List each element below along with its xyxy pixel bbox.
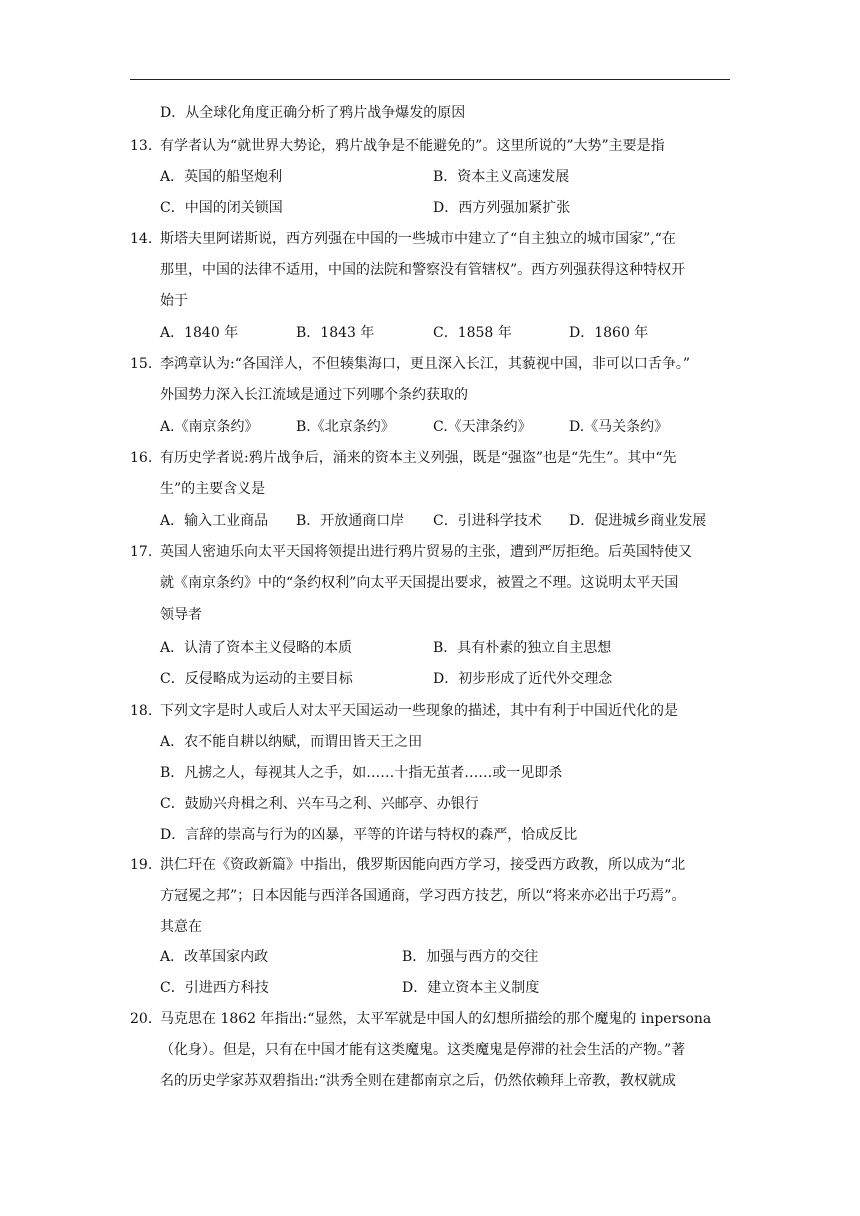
- q18-option-d: D．言辞的崇高与行为的凶暴，平等的许诺与特权的森严，恰成反比: [160, 827, 578, 843]
- q20-stem-line-1: 马克思在 1862 年指出:“显然，太平军就是中国人的幻想所描绘的那个魔鬼的 inpersona: [160, 1011, 712, 1027]
- q19-number: 19.: [130, 857, 153, 873]
- q14-option-b: B．1843 年: [296, 325, 375, 341]
- q14-stem-line-2: 那里，中国的法律不适用，中国的法院和警察没有管辖权”。西方列强获得这种特权开: [160, 262, 686, 278]
- q19-stem-line-1: 洪仁玕在《资政新篇》中指出，俄罗斯因能向西方学习，接受西方政教，所以成为“北: [160, 857, 686, 873]
- q18-option-a: A．农不能自耕以纳赋，而谓田皆天王之田: [160, 734, 423, 750]
- q18-stem-line-1: 下列文字是时人或后人对太平天国运动一些现象的描述，其中有利于中国近代化的是: [160, 703, 678, 719]
- q16-option-a: A．输入工业商品: [160, 513, 269, 529]
- q13-stem-line-1: 有学者认为“就世界大势论，鸦片战争是不能避免的”。这里所说的”大势”主要是指: [160, 138, 665, 154]
- q14-number: 14.: [130, 231, 153, 247]
- q15-option-b: B.《北京条约》: [296, 419, 395, 435]
- q17-option-d: D．初步形成了近代外交理念: [433, 671, 613, 687]
- q20-stem-line-3: 名的历史学家苏双碧指出:“洪秀全则在建都南京之后，仍然依赖拜上帝教，教权就成: [160, 1073, 676, 1089]
- q13-number: 13.: [130, 138, 153, 154]
- header-rule: [130, 79, 730, 80]
- q14-option-a: A．1840 年: [160, 325, 239, 341]
- q15-option-d: D.《马关条约》: [569, 419, 669, 435]
- q19-stem-line-3: 其意在: [160, 919, 202, 935]
- q16-stem-line-2: 生”的主要含义是: [160, 481, 266, 497]
- q17-option-a: A．认清了资本主义侵略的本质: [160, 640, 353, 656]
- q16-stem-line-1: 有历史学者说:鸦片战争后，涌来的资本主义列强，既是“强盗”也是“先生”。其中“先: [160, 450, 677, 466]
- q14-option-d: D．1860 年: [569, 325, 649, 341]
- q12-option-d: D．从全球化角度正确分析了鸦片战争爆发的原因: [160, 105, 466, 121]
- q20-number: 20.: [130, 1011, 153, 1027]
- q18-option-c: C．鼓励兴舟楫之利、兴车马之利、兴邮亭、办银行: [160, 796, 479, 812]
- q14-stem-line-1: 斯塔夫里阿诺斯说，西方列强在中国的一些城市中建立了“自主独立的城市国家”,“在: [160, 231, 676, 247]
- q17-stem-line-2: 就《南京条约》中的“条约权利”向太平天国提出要求，被置之不理。这说明太平天国: [160, 575, 679, 591]
- q19-option-c: C．引进西方科技: [160, 980, 269, 996]
- q17-number: 17.: [130, 544, 153, 560]
- q15-option-a: A.《南京条约》: [160, 419, 259, 435]
- q16-option-d: D．促进城乡商业发展: [569, 513, 707, 529]
- q16-option-c: C．引进科学技术: [433, 513, 542, 529]
- q19-option-a: A．改革国家内政: [160, 949, 269, 965]
- q17-option-c: C．反侵略成为运动的主要目标: [160, 671, 353, 687]
- q19-stem-line-2: 方冠冕之邦”；日本因能与西洋各国通商，学习西方技艺，所以“将来亦必出于巧焉”。: [160, 888, 686, 904]
- q16-number: 16.: [130, 450, 153, 466]
- q13-option-d: D．西方列强加紧扩张: [433, 200, 571, 216]
- q15-option-c: C.《天津条约》: [433, 419, 532, 435]
- q17-option-b: B．具有朴素的独立自主思想: [433, 640, 612, 656]
- q18-number: 18.: [130, 703, 153, 719]
- q19-option-b: B．加强与西方的交往: [402, 949, 539, 965]
- q16-option-b: B．开放通商口岸: [296, 513, 405, 529]
- q13-option-a: A．英国的船坚炮利: [160, 169, 283, 185]
- q20-stem-line-2: （化身）。但是，只有在中国才能有这类魔鬼。这类魔鬼是停滞的社会生活的产物。”著: [160, 1042, 686, 1058]
- q17-stem-line-1: 英国人密迪乐向太平天国将领提出进行鸦片贸易的主张，遭到严厉拒绝。后英国特使又: [160, 544, 692, 560]
- q17-stem-line-3: 领导者: [160, 607, 202, 623]
- q19-option-d: D．建立资本主义制度: [402, 980, 540, 996]
- q18-option-b: B．凡掳之人，每视其人之手，如……十指无茧者……或一见即杀: [160, 765, 563, 781]
- q13-option-c: C．中国的闭关锁国: [160, 200, 283, 216]
- q15-number: 15.: [130, 356, 153, 372]
- q14-option-c: C．1858 年: [433, 325, 512, 341]
- q15-stem-line-2: 外国势力深入长江流域是通过下列哪个条约获取的: [160, 387, 468, 403]
- q14-stem-line-3: 始于: [160, 293, 188, 309]
- q13-option-b: B．资本主义高速发展: [433, 169, 570, 185]
- q15-stem-line-1: 李鸿章认为:“各国洋人，不但辏集海口，更且深入长江，其藐视中国，非可以口舌争。”: [160, 356, 691, 372]
